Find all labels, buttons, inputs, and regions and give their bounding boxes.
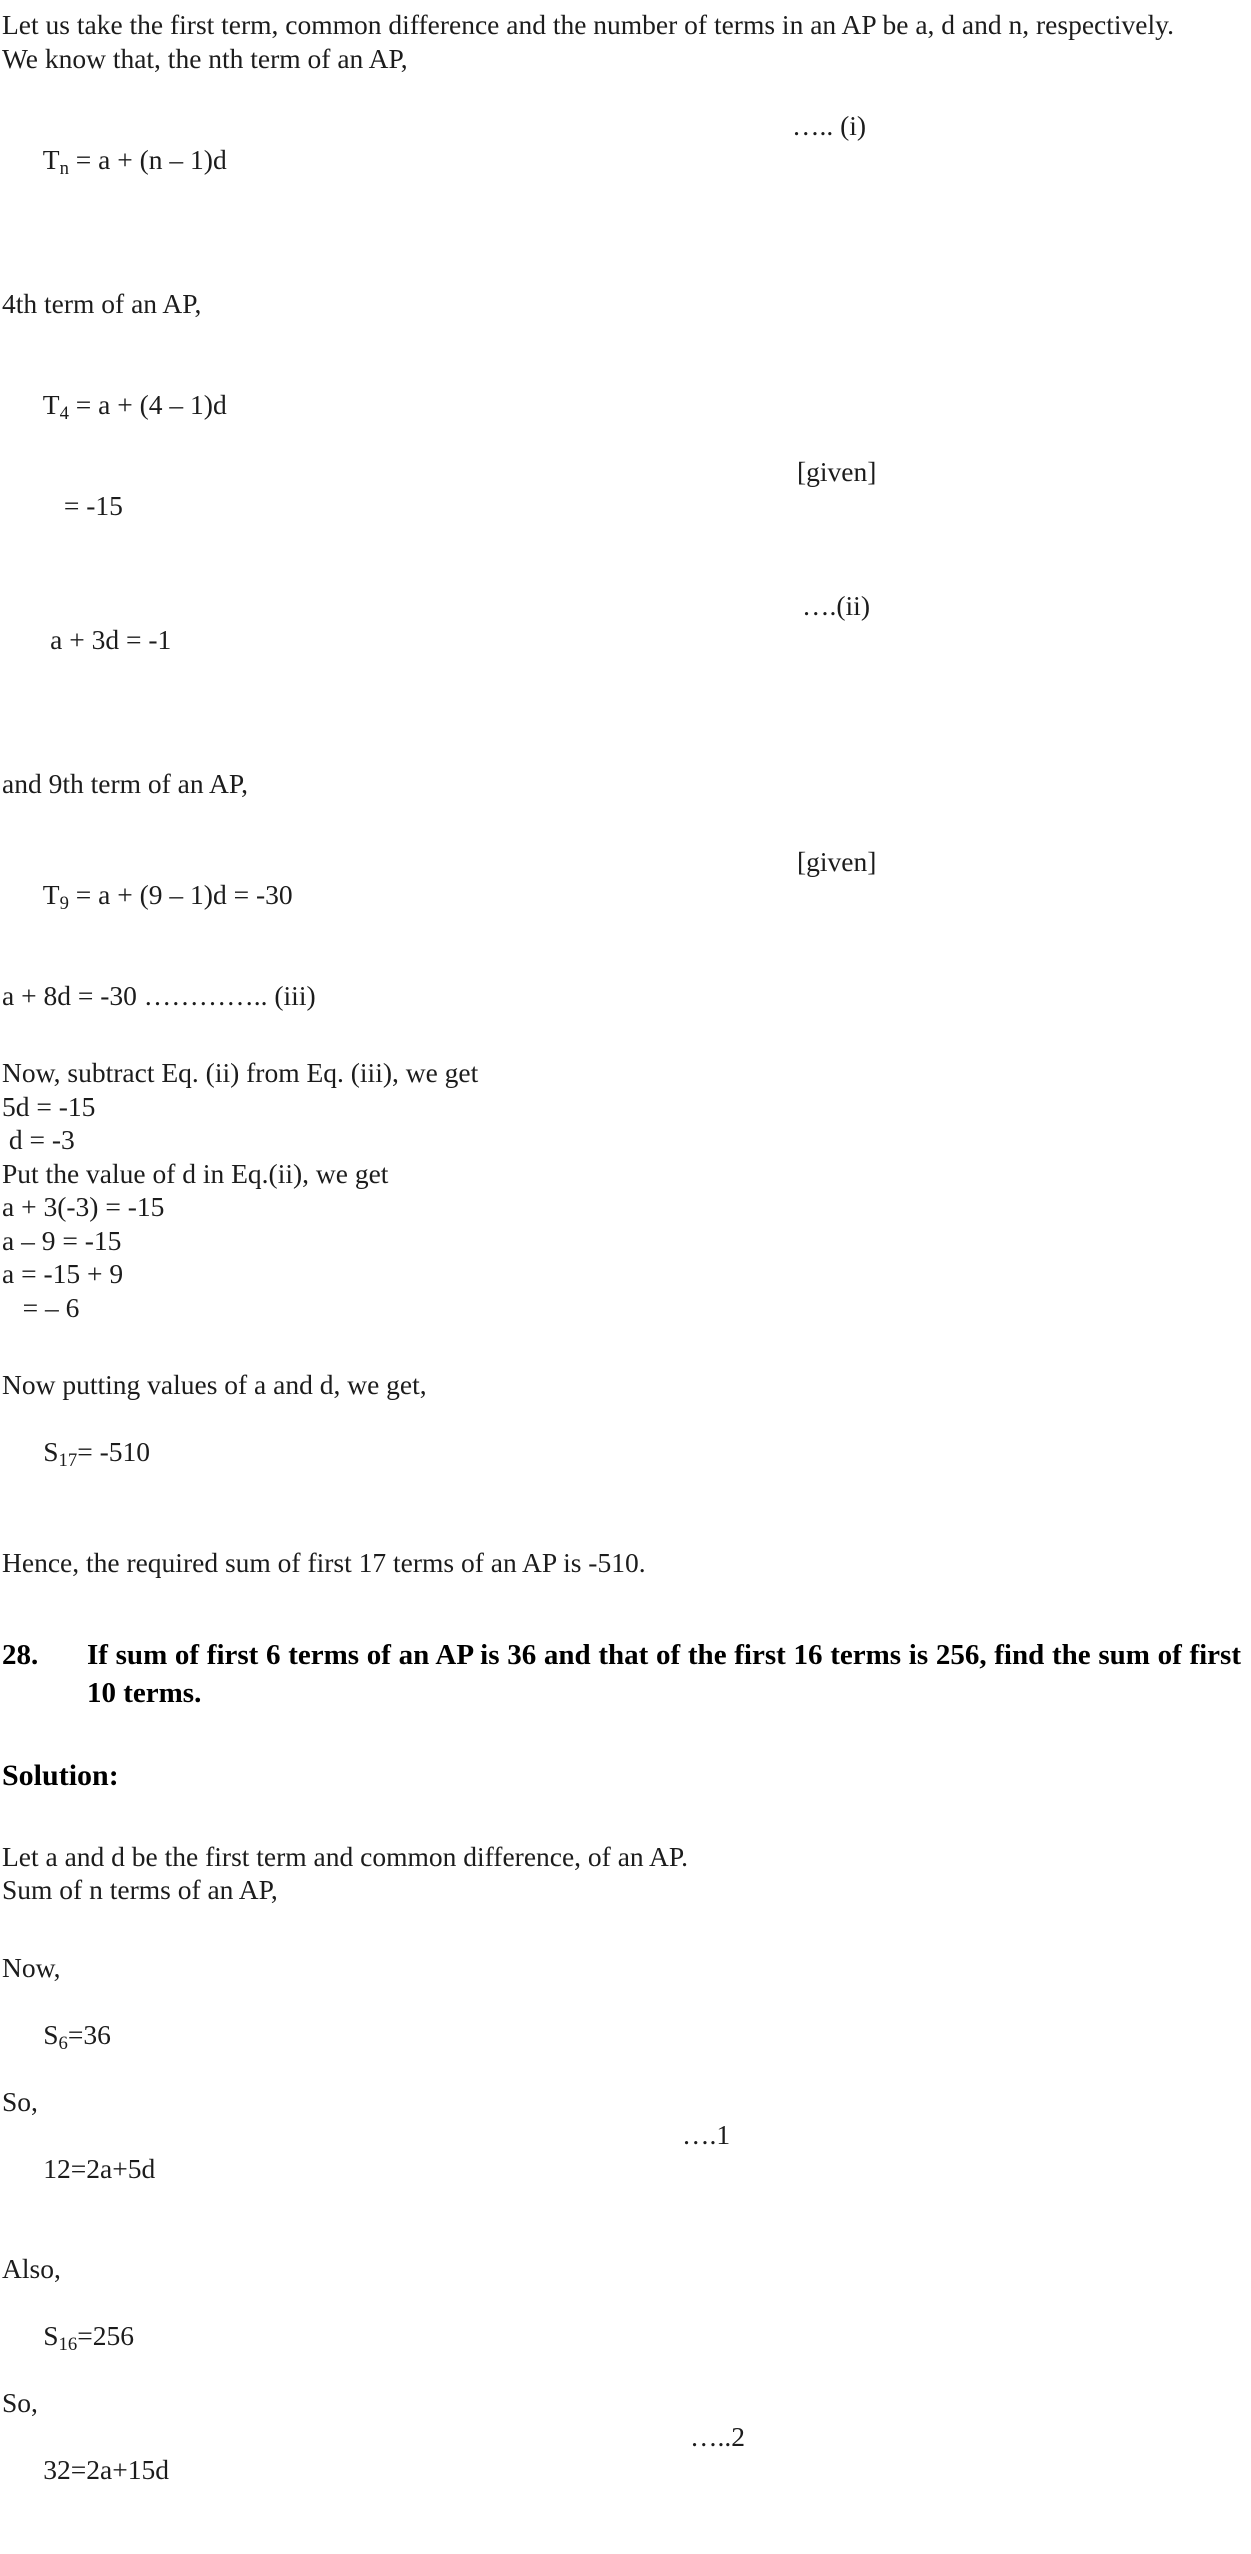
term4-given-annotation: [given]	[797, 456, 877, 487]
solution-s6-value: =36	[67, 2018, 111, 2050]
intro-paragraph-line-2: We know that, the nth term of an AP,	[2, 42, 408, 74]
term4-subscript: 4	[59, 403, 69, 425]
term4-derived-row	[2, 589, 1243, 723]
solve-step-a-value: = – 6	[2, 1291, 80, 1323]
result-conclusion: Hence, the required sum of first 17 terms of an AP is -510.	[2, 1547, 646, 1578]
term9-given-annotation: [given]	[797, 845, 877, 877]
solution-equation-1-reference: ….1	[682, 2119, 731, 2150]
solution-equation-2-row	[2, 2420, 1243, 2554]
spacer	[2, 1324, 1243, 1368]
term9-subscript: 9	[59, 893, 69, 915]
formula-tn-reference: ….. (i)	[792, 110, 867, 141]
question-28-number: 28.	[2, 1638, 39, 1671]
solve-step-simplified: a – 9 = -15	[2, 1224, 122, 1256]
spacer	[2, 1502, 1243, 1546]
spacer	[2, 1712, 1243, 1756]
solve-step-5d: 5d = -15	[2, 1090, 96, 1122]
term4-derived-equation: a + 3d = -1	[43, 623, 172, 655]
result-sum-value: = -510	[77, 1436, 151, 1467]
solution-line-let: Let a and d be the first term and common difference, of an AP.	[2, 1840, 689, 1872]
term9-equation-row	[2, 845, 1243, 979]
solution-line-now: Now,	[2, 1951, 61, 1983]
solution-s6-row	[2, 1984, 1243, 2085]
spacer	[2, 75, 1243, 109]
term4-label: 4th term of an AP,	[2, 288, 202, 319]
solve-step-substitute: Put the value of d in Eq.(ii), we get	[2, 1157, 389, 1189]
solve-step-subtract: Now, subtract Eq. (ii) from Eq. (iii), we get	[2, 1057, 479, 1088]
spacer	[2, 723, 1243, 767]
solve-step-a-isolated: a = -15 + 9	[2, 1258, 124, 1289]
spacer	[2, 1580, 1243, 1636]
term4-value: = -15	[43, 489, 123, 521]
solve-step-d-value: d = -3	[2, 1124, 75, 1155]
solution-s16-subscript: 16	[58, 2334, 78, 2356]
result-sum-symbol: S	[43, 1436, 59, 1467]
result-sum-row	[2, 1402, 1243, 1503]
term4-expression: = a + (4 – 1)d	[68, 389, 227, 420]
spacer	[2, 801, 1243, 845]
term4-symbol: T	[42, 389, 60, 420]
term4-equation-row	[2, 355, 1243, 456]
solution-s16-row	[2, 2286, 1243, 2387]
formula-tn-symbol: T	[42, 143, 60, 175]
spacer	[2, 1907, 1243, 1951]
spacer	[2, 321, 1243, 355]
solution-line-sum-formula: Sum of n terms of an AP,	[2, 1874, 278, 1905]
formula-tn-row	[2, 109, 1243, 243]
formula-tn-expression: = a + (n – 1)d	[68, 143, 227, 175]
solution-line-so-2: So,	[2, 2387, 38, 2418]
spacer	[2, 1796, 1243, 1840]
term4-value-row	[2, 455, 1243, 589]
solution-s6-symbol: S	[43, 2018, 59, 2050]
solution-line-so-1: So,	[2, 2085, 38, 2117]
term9-symbol: T	[42, 879, 60, 910]
equation-ii-reference: ….(ii)	[802, 590, 870, 621]
question-28-text: If sum of first 6 terms of an AP is 36 and that of the first 16 terms is 256, find the sum of first 10 terms.	[87, 1638, 1241, 1709]
solution-s16-value: =256	[77, 2320, 134, 2351]
formula-tn-subscript: n	[59, 157, 69, 179]
question-28	[2, 1636, 1243, 1712]
spacer	[2, 243, 1243, 287]
result-intro: Now putting values of a and d, we get,	[2, 1369, 427, 1400]
solution-equation-1: 12=2a+5d	[43, 2152, 156, 2184]
solution-line-also: Also,	[2, 2253, 61, 2284]
solution-s6-subscript: 6	[58, 2032, 68, 2054]
intro-paragraph-line-1: Let us take the first term, common difference and the number of terms in an AP be a, d and n, respectively.	[2, 9, 1174, 40]
term9-label: and 9th term of an AP,	[2, 768, 248, 799]
solution-equation-2: 32=2a+15d	[43, 2454, 169, 2485]
solution-equation-1-row	[2, 2118, 1243, 2252]
solution-s16-symbol: S	[43, 2320, 59, 2351]
result-sum-subscript: 17	[58, 1450, 78, 1472]
solution-heading: Solution:	[2, 1758, 119, 1792]
solution-equation-2-reference: …..2	[690, 2420, 745, 2452]
solve-step-substituted: a + 3(-3) = -15	[2, 1191, 165, 1222]
term9-expression: = a + (9 – 1)d = -30	[68, 879, 293, 910]
term9-derived-row: a + 8d = -30 ………….. (iii)	[2, 979, 316, 1011]
spacer	[2, 1012, 1243, 1056]
